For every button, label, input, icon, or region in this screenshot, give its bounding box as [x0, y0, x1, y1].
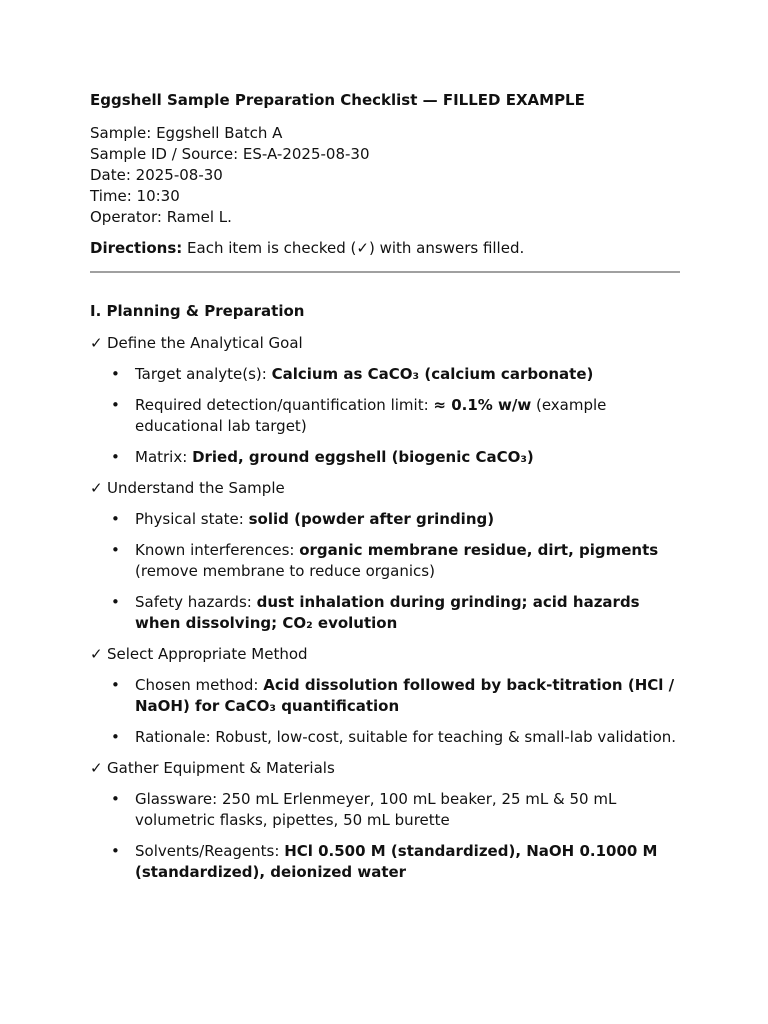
bullet-icon: • [111, 728, 120, 746]
bullet-icon: • [111, 396, 120, 414]
directions [90, 238, 680, 259]
checkmark-icon: ✓ [90, 759, 103, 777]
bullet-icon: • [111, 541, 120, 559]
bullet-list-gather-equipment [90, 789, 680, 883]
check-item-define-goal [90, 333, 680, 354]
bullet-icon: • [111, 448, 120, 466]
bullet-icon: • [111, 790, 120, 808]
bullet-icon: • [111, 676, 120, 694]
list-item: • Required detection/quantification limit: ≈ 0.1% w/w (example educational lab target) [111, 396, 607, 435]
check-item-label: Gather Equipment & Materials [107, 759, 335, 777]
bullet-list-define-goal [90, 364, 680, 468]
list-item: • Rationale: Robust, low-cost, suitable for teaching & small-lab validation. [111, 728, 677, 746]
sample-operator: Operator: Ramel L. [90, 208, 232, 226]
sample-id-source: Sample ID / Source: ES-A-2025-08-30 [90, 145, 370, 163]
checkmark-icon: ✓ [90, 334, 103, 352]
check-item-gather-equipment [90, 758, 680, 779]
bullet-icon: • [111, 365, 120, 383]
list-item: • Target analyte(s): Calcium as CaCO₃ (calcium carbonate) [111, 365, 594, 383]
bullet-icon: • [111, 510, 120, 528]
check-item-understand-sample [90, 478, 680, 499]
sample-name: Sample: Eggshell Batch A [90, 124, 283, 142]
directions-label: Directions: [90, 239, 183, 257]
check-item-label: Understand the Sample [107, 479, 285, 497]
checklist-document [90, 90, 680, 893]
section-title-planning: I. Planning & Preparation [90, 302, 305, 320]
check-item-label: Define the Analytical Goal [107, 334, 303, 352]
check-item-select-method [90, 644, 680, 665]
checkmark-icon: ✓ [90, 645, 103, 663]
list-item: • Physical state: solid (powder after grinding) [111, 510, 495, 528]
list-item: • Known interferences: organic membrane residue, dirt, pigments (remove membrane to reduce organics) [111, 541, 659, 580]
document-title: Eggshell Sample Preparation Checklist — FILLED EXAMPLE [90, 91, 585, 109]
sample-time: Time: 10:30 [90, 187, 180, 205]
list-item: • Solvents/Reagents: HCl 0.500 M (standardized), NaOH 0.1000 M (standardized), deionized water [111, 842, 658, 881]
section-divider [90, 271, 680, 273]
check-item-label: Select Appropriate Method [107, 645, 308, 663]
sample-metadata [90, 123, 680, 228]
bullet-list-understand-sample [90, 509, 680, 634]
list-item: • Safety hazards: dust inhalation during grinding; acid hazards when dissolving; CO₂ evolution [111, 593, 640, 632]
list-item: • Matrix: Dried, ground eggshell (biogenic CaCO₃) [111, 448, 534, 466]
bullet-icon: • [111, 593, 120, 611]
bullet-icon: • [111, 842, 120, 860]
directions-text: Each item is checked (✓) with answers filled. [182, 239, 525, 257]
list-item: • Glassware: 250 mL Erlenmeyer, 100 mL beaker, 25 mL & 50 mL volumetric flasks, pipettes, 50 mL burette [111, 790, 617, 829]
checkmark-icon: ✓ [90, 479, 103, 497]
list-item: • Chosen method: Acid dissolution followed by back-titration (HCl / NaOH) for CaCO₃ quantification [111, 676, 675, 715]
bullet-list-select-method [90, 675, 680, 748]
sample-date: Date: 2025-08-30 [90, 166, 223, 184]
